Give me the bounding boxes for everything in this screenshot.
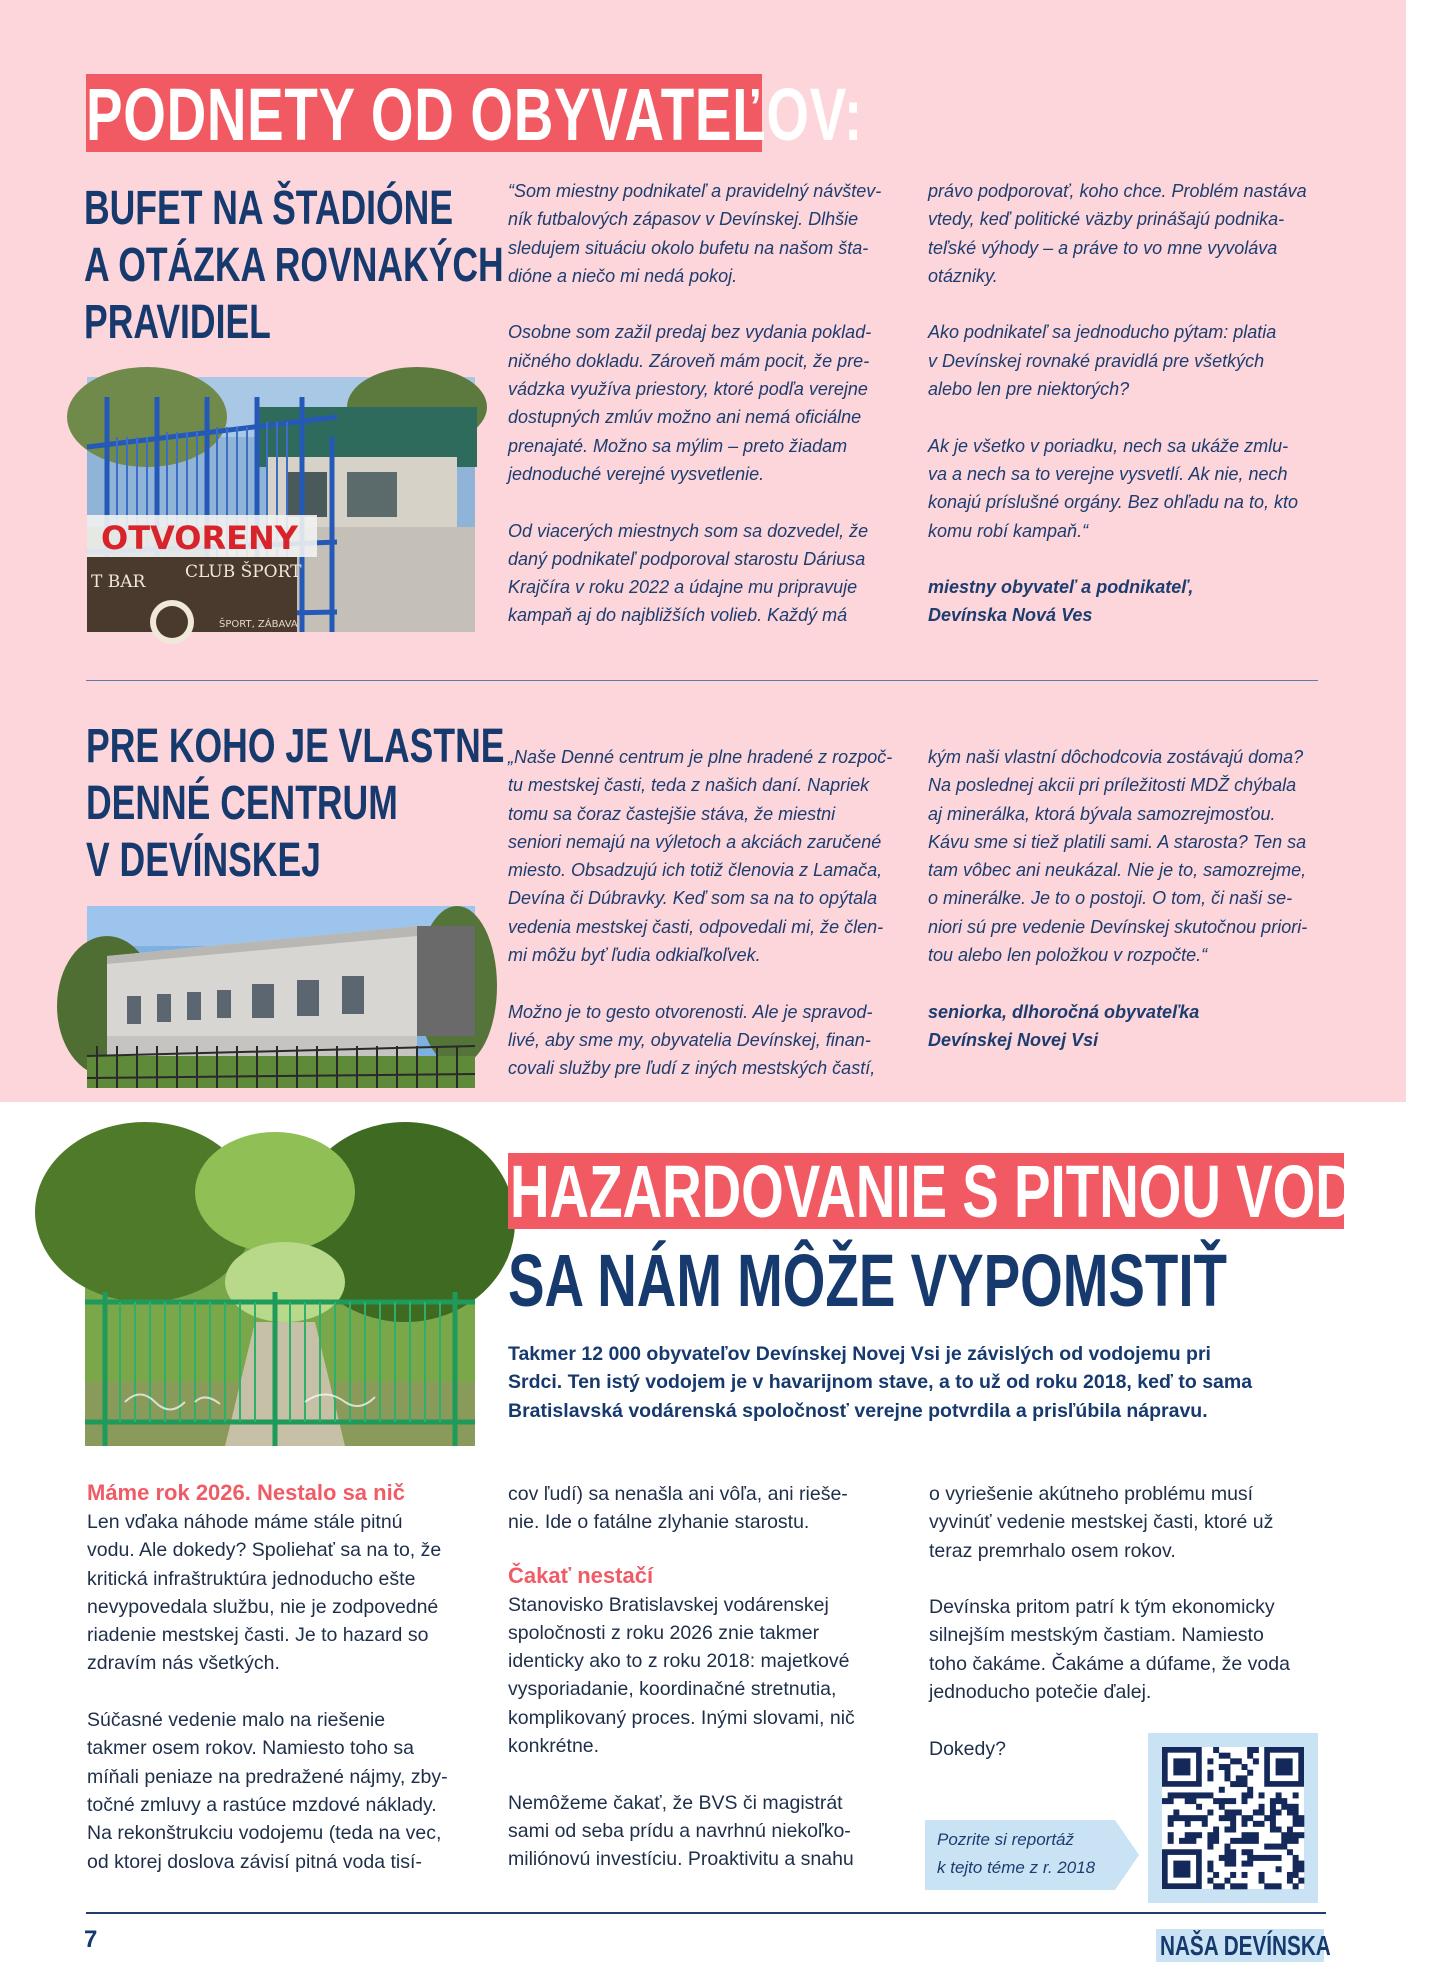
article3-section-heading: Máme rok 2026. Nestalo sa nič	[87, 1480, 405, 1505]
article1-column-1	[508, 177, 898, 658]
article1-column-2	[928, 177, 1318, 630]
section-banner	[86, 73, 863, 156]
day-center-illustration	[87, 906, 475, 1088]
article1-paragraph: Ak je všetko v poriadku, nech sa ukáže zmlu- va a nech sa to verejne vysvetlí. Ak nie, nech konajú príslušné orgány. Bez ohľadu na to, kto komu robí kampaň.“	[928, 435, 1298, 541]
article2-paragraph: kým naši vlastní dôchodcovia zostávajú doma? Na poslednej akcii pri príležitosti MDŽ chýbala aj minerálka, ktorá bývala samozrejmosťou. Kávu sme si tiež platili sami. A starosta? Ten sa tam vôbec ani neukázal. Nie je to, samozrejme, o minerálke. Je to o postoji. O tom, či naši se- niori sú pre vedenie Devínskej skutočnou priori- tou alebo len položkou v rozpočte.“	[928, 747, 1308, 966]
reservoir-gate-illustration	[85, 1152, 475, 1446]
photo-club-text: CLUB ŠPORT	[185, 562, 302, 582]
page-number: 7	[84, 1926, 98, 1953]
article2-title	[86, 718, 504, 889]
article1-paragraph: právo podporovať, koho chce. Problém nastáva vtedy, keď politické väzby prinášajú podnika- teľské výhody – a práve to vo mne vyvoláva otázniky.	[928, 181, 1307, 286]
article3-paragraph: Devínska pritom patrí k tým ekonomicky silnejším mestským častiam. Namiesto toho čakáme. Čakáme a dúfame, že voda jednoducho potečie ďalej.	[929, 1596, 1290, 1704]
article1-title-line: PRAVIDIEL	[84, 296, 271, 349]
photo-sign-text: OTVORENY	[101, 519, 298, 557]
article1-paragraph: “Som miestny podnikateľ a pravidelný návštev- ník futbalových zápasov v Devínskej. Dlhšie sledujem situáciu okolo bufetu na našom šta- dióne a niečo mi nedá pokoj.	[508, 181, 882, 286]
brand-logo-text: NAŠA DEVÍNSKA	[1160, 1930, 1331, 1961]
stadium-bufet-illustration	[87, 377, 475, 632]
article1-paragraph: Od viacerých miestnych som sa dozvedel, že daný podnikateľ podporoval starostu Dáriusa Krajčíra v roku 2022 a údajne mu pripravuje kampaň aj do najbližších volieb. Každý má	[508, 520, 869, 626]
photo-small-text: ŠPORT, ZÁBAVA	[219, 619, 298, 630]
article3-paragraph: Len vďaka náhode máme stále pitnú vodu. Ale dokedy? Spoliehať sa na to, že kritická infraštruktúra jednoducho ešte nevypovedala službu, nie je zodpovedné riadenie mestskej časti. Je to hazard so zdravím nás všetkých.	[87, 1511, 442, 1675]
article1-paragraph: Osobne som zažil predaj bez vydania poklad- ničného dokladu. Zároveň mám pocit, že pre- vádzka využíva priestory, ktoré podľa verejne dostupných zmlúv možno ani nemá oficiálne prenajaté. Možno sa mýlim – preto žiadam jednoduché verejné vysvetlenie.	[508, 322, 872, 484]
article1-paragraph: Ako podnikateľ sa jednoducho pýtam: platia v Devínskej rovnaké pravidlá pre všetkých alebo len pre niektorých?	[928, 322, 1277, 400]
article3-lead: Takmer 12 000 obyvateľov Devínskej Novej Vsi je závislých od vodojemu pri Srdci. Ten istý vodojem je v havarijnom stave, a to už od roku 2018, keď to sama Bratislavská vodárenská spoločnosť verejne potvrdila a prisľúbila nápravu.	[508, 1343, 1253, 1422]
article3-paragraph: Stanovisko Bratislavskej vodárenskej spoločnosti z roku 2026 znie takmer identicky ako to z roku 2018: majetkové vysporiadanie, koordinačné stretnutia, komplikovaný proces. Inými slovami, nič konkrétne.	[508, 1593, 855, 1758]
article1-title-line: BUFET NA ŠTADIÓNE	[84, 182, 454, 235]
article1-signature: miestny obyvateľ a podnikateľ, Devínska Nová Ves	[928, 577, 1194, 626]
article3-paragraph: cov ľudí) sa nenašla ani vôľa, ani rieše- nie. Ide o fatálne zlyhanie starostu.	[508, 1483, 848, 1534]
water-reservoir-gate-photo	[85, 1152, 475, 1446]
article3-headline-banner	[508, 1150, 1437, 1233]
footer-line	[86, 1912, 1326, 1914]
article3-headline: HAZARDOVANIE S PITNOU VODOU	[510, 1150, 1437, 1233]
article2-title-line: DENNÉ CENTRUM	[86, 777, 398, 830]
qr-code-box[interactable]	[1148, 1733, 1318, 1903]
article2-paragraph: „Naše Denné centrum je plne hradené z rozpoč- tu mestskej časti, teda z našich daní. Napriek tomu sa čoraz častejšie stáva, že miestni seniori nemajú na výletoch a akciách zaručené miesto. Obsadzujú ich totiž členovia z Lamača, Devína či Dúbravky. Keď som sa na to opýtala vedenia mestskej časti, odpovedali mi, že člen- mi môžu byť ľudia odkiaľkoľvek.	[508, 747, 893, 966]
article2-column-1	[508, 743, 898, 1111]
day-center-building-photo	[87, 906, 475, 1088]
article3-section-heading: Čakať nestačí	[508, 1562, 654, 1588]
photo-bar-text: T BAR	[91, 572, 146, 592]
article1-title	[84, 180, 504, 351]
article2-signature: seniorka, dlhoročná obyvateľka Devínskej Novej Vsi	[928, 1001, 1200, 1050]
article3-subheadline: SA NÁM MÔŽE VYPOMSTIŤ	[508, 1239, 1228, 1322]
article3-paragraph: Nemôžeme čakať, že BVS či magistrát sami od seba prídu a navrhnú niekoľko- miliónovú investíciu. Proaktivitu a snahu	[508, 1791, 854, 1871]
brand-logo	[1156, 1929, 1331, 1962]
article2-paragraph: Možno je to gesto otvorenosti. Ale je spravod- livé, aby sme my, obyvatelia Devínskej, finan- covali služby pre ľudí z iných mestských častí,	[508, 1001, 876, 1079]
qr-code-icon[interactable]	[1148, 1733, 1318, 1903]
article3-paragraph: Dokedy?	[929, 1737, 1006, 1760]
article2-column-2	[928, 743, 1318, 1054]
article3-column-2	[508, 1480, 908, 1902]
article2-title-line: V DEVÍNSKEJ	[86, 834, 321, 887]
article3-paragraph: o vyriešenie akútneho problému musí vyvinúť vedenie mestskej časti, ktoré už teraz premrhalo osem rokov.	[929, 1483, 1274, 1562]
article1-title-line: A OTÁZKA ROVNAKÝCH	[84, 239, 504, 292]
article2-title-line: PRE KOHO JE VLASTNE	[86, 720, 505, 773]
video-report-callout	[925, 1820, 1139, 1890]
section-banner-text: PODNETY OD OBYVATEĽOV:	[86, 73, 863, 156]
section-divider	[86, 680, 1318, 681]
article3-column-1	[87, 1478, 487, 1904]
stadium-bufet-photo	[87, 377, 475, 632]
article3-paragraph: Súčasné vedenie malo na riešenie takmer osem rokov. Namiesto toho sa míňali peniaze na predražené nájmy, zby- točné zmluvy a rastúce mzdové náklady. Na rekonštrukciu vodojemu (teda na vec, od ktorej doslova závisí pitná voda tisí-	[87, 1709, 448, 1873]
callout-text: Pozrite si reportáž k tejto téme z r. 2018	[937, 1830, 1096, 1877]
